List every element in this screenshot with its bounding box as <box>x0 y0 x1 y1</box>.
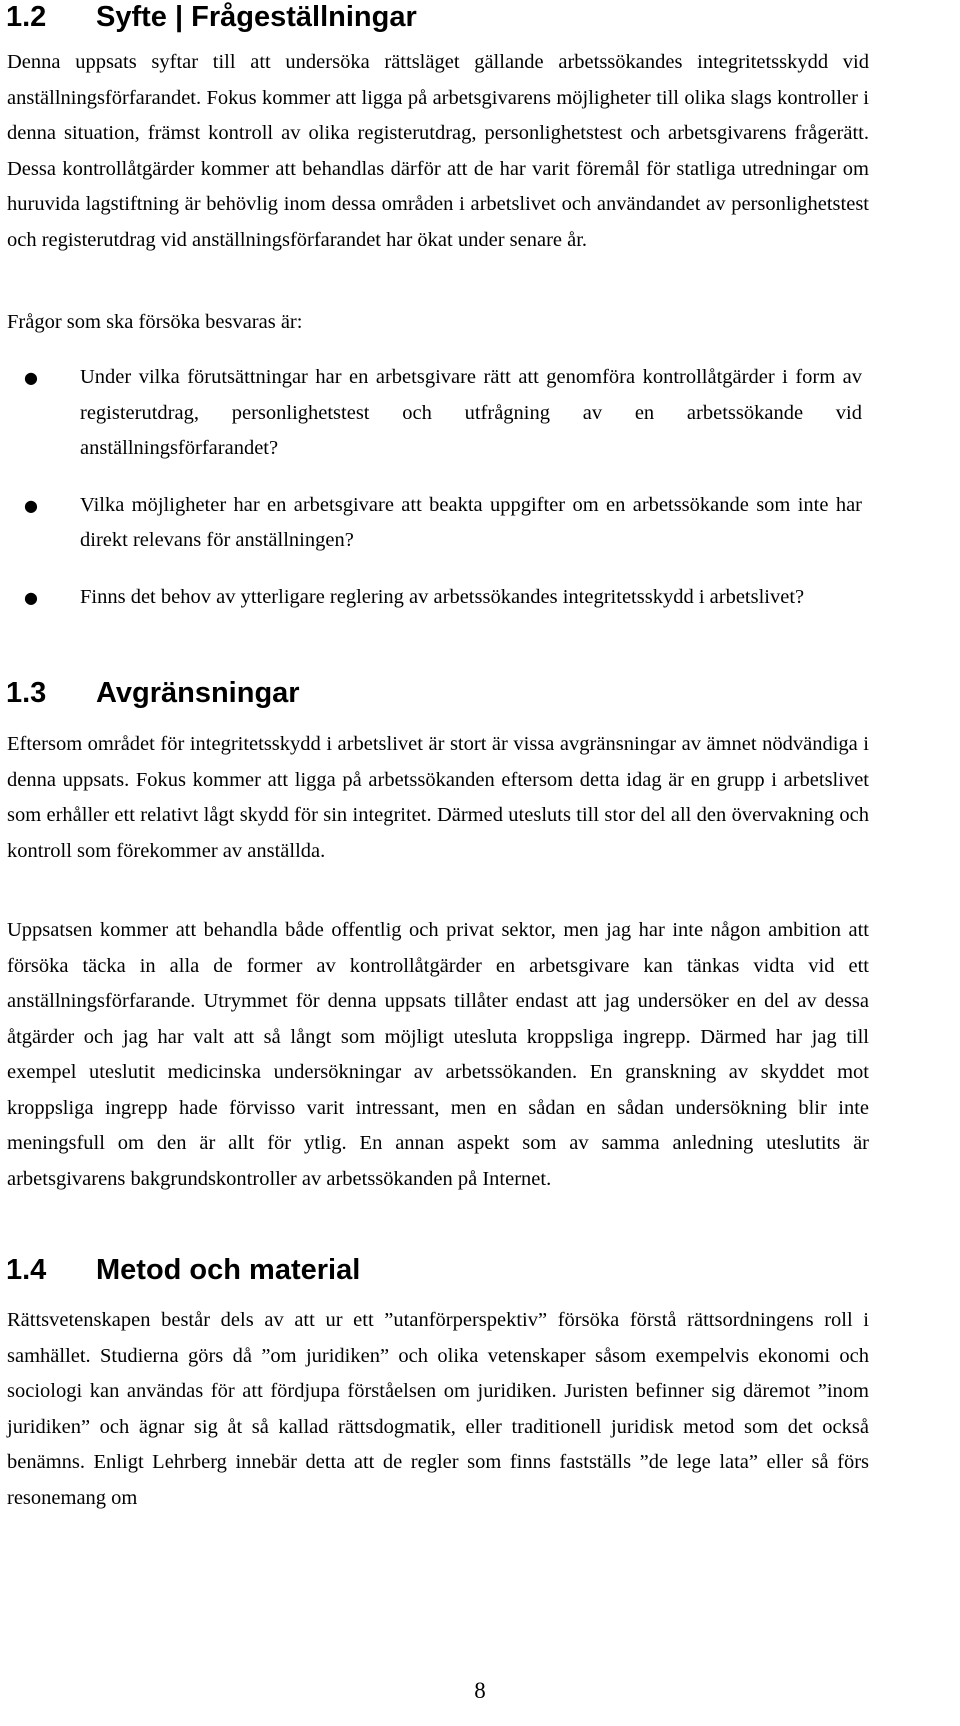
section-heading <box>0 676 960 710</box>
section-title: Metod och material <box>96 1254 361 1286</box>
section-1-4 <box>0 1253 960 1287</box>
section-1-3 <box>0 676 960 710</box>
purpose-paragraph <box>0 45 869 258</box>
bullet-icon: ● <box>24 587 38 607</box>
section-number: 1.2 <box>6 1 47 33</box>
paragraph: Frågor som ska försöka besvaras är: <box>7 311 303 333</box>
limitations-paragraph-1 <box>0 727 869 869</box>
section-number: 1.3 <box>6 677 47 709</box>
page-number: 8 <box>474 1678 486 1703</box>
section-heading <box>0 1253 960 1287</box>
bullet-icon: ● <box>24 368 38 387</box>
section-title: Avgränsningar <box>96 677 300 709</box>
section-title: Syfte | Frågeställningar <box>96 1 417 33</box>
bullet-icon: ● <box>24 495 38 515</box>
section-number: 1.4 <box>6 1254 47 1286</box>
paragraph: Uppsatsen kommer att behandla både offentlig och privat sektor, men jag har inte någon ambition att försöka täcka in alla de former av kontrollåtgärder en arbetsgivare kan tänkas vidta vid ett anställningsförfarande. Utrymmet för denna uppsats tillåter endast att jag undersöker en del av dessa åtgärder och jag har valt att så långt som möjligt utesluta kroppsliga ingrepp. Därmed har jag till exempel uteslutit medicinska undersökningar av arbetssökanden. En granskning av skyddet mot kroppsliga ingrepp hade förvisso varit intressant, men en sådan en sådan undersökning blir inte meningsfull om den är allt för ytlig. En annan aspekt som av samma anledning uteslutits är arbetsgivarens bakgrundskontroller av arbetssökanden på Internet. <box>7 919 869 1190</box>
section-heading <box>0 0 960 34</box>
questions-intro <box>0 305 869 341</box>
list-item: ● Under vilka förutsättningar har en arbetsgivare rätt att genomföra kontrollåtgärder i form av registerutdrag, personlighetstest och utfrågning av en arbetssökande vid anställningsförfarandet? <box>0 360 862 467</box>
paragraph: Denna uppsats syftar till att undersöka rättsläget gällande arbetssökandes integritetsskydd vid anställningsförfarandet. Fokus kommer att ligga på arbetsgivarens möjligheter till olika slags kontroller i denna situation, främst kontroll av olika registerutdrag, personlighetstest och arbetsgivarens frågerätt. Dessa kontrollåtgärder kommer att behandlas därför att de har varit föremål för statliga utredningar om huruvida lagstiftning är behövlig inom dessa områden i arbetslivet och användandet av personlighetstest och registerutdrag vid anställningsförfarandet har ökat under senare år. <box>7 51 869 251</box>
questions-list <box>0 360 960 636</box>
limitations-paragraph-2 <box>0 913 869 1197</box>
paragraph: Rättsvetenskapen består dels av att ur ett ”utanförperspektiv” försöka förstå rättsordningens roll i samhället. Studierna görs då ”om juridiken” och olika vetenskaper såsom exempelvis ekonomi och sociologi kan användas för att fördjupa förståelsen om juridiken. Juristen befinner sig däremot ”inom juridiken” och ägnar sig åt så kallad rättsdogmatik, eller traditionell juridisk metod som det också benämns. Enligt Lehrberg innebär detta att de regler som finns fastställs ”de lege lata” eller så förs resonemang om <box>7 1309 869 1509</box>
list-item: ● Vilka möjligheter har en arbetsgivare att beakta uppgifter om en arbetssökande som inte har direkt relevans för anställningen? <box>0 488 862 559</box>
section-1-2 <box>0 0 960 34</box>
paragraph: Eftersom området för integritetsskydd i arbetslivet är stort är vissa avgränsningar av ämnet nödvändiga i denna uppsats. Fokus kommer att ligga på arbetssökanden eftersom detta idag är en grupp i arbetslivet som erhåller ett relativt lågt skydd för sin integritet. Därmed utesluts till stor del all den övervakning och kontroll som förekommer av anställda. <box>7 733 869 862</box>
list-item: ● Finns det behov av ytterligare reglering av arbetssökandes integritetsskydd i arbetslivet? <box>0 580 862 616</box>
method-paragraph <box>0 1303 869 1516</box>
